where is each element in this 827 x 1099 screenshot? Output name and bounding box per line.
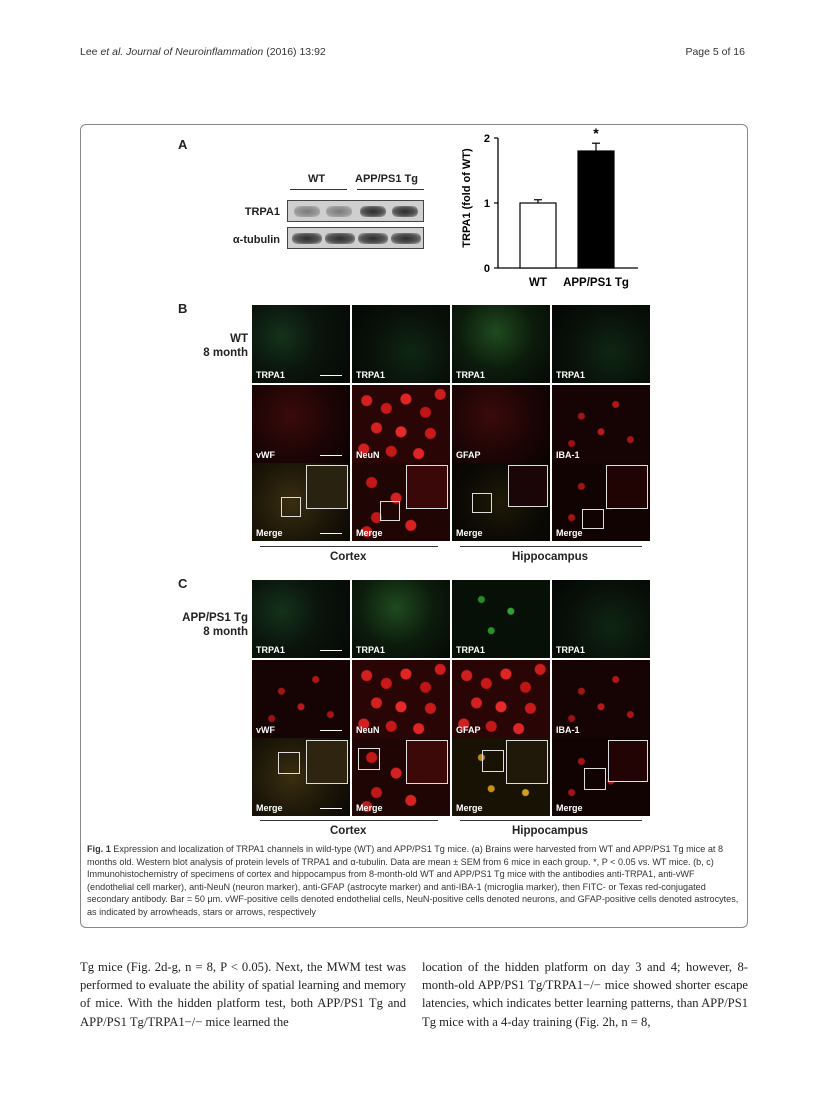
micrograph-c-neun	[352, 660, 450, 738]
panel-b-label: B	[178, 301, 188, 316]
micrograph-label: TRPA1	[356, 370, 385, 380]
micrograph-c-merge-vwf	[252, 738, 350, 816]
condition-genotype: APP/PS1 Tg	[182, 612, 248, 624]
zoom-box	[380, 501, 400, 521]
micrograph-c-gfap	[452, 660, 550, 738]
y-tick-label: 1	[483, 198, 490, 210]
blot-group-wt-line	[290, 189, 347, 190]
scale-bar	[320, 455, 342, 456]
micrograph-c-merge-neun	[352, 738, 450, 816]
micrograph-label: TRPA1	[556, 370, 585, 380]
blot-row-label-tubulin: α-tubulin	[232, 234, 280, 246]
scale-bar	[320, 808, 342, 809]
micrograph-c-trpa1-vwf	[252, 580, 350, 658]
region-line-hippocampus	[460, 820, 642, 821]
scale-bar	[320, 375, 342, 376]
region-label-hippocampus: Hippocampus	[512, 551, 589, 563]
blot-group-tg-line	[357, 189, 424, 190]
zoom-box	[281, 497, 301, 517]
micrograph-c-trpa1-gfap	[452, 580, 550, 658]
significance-marker: *	[593, 128, 599, 142]
micrograph-label: Merge	[256, 528, 283, 538]
running-header-citation: Lee et al. Journal of Neuroinflammation (2016) 13:92	[80, 46, 326, 58]
region-label-cortex: Cortex	[330, 551, 367, 563]
blot-row-label-trpa1: TRPA1	[244, 206, 280, 218]
region-label-cortex: Cortex	[330, 825, 367, 837]
micrograph-b-merge-gfap	[452, 463, 550, 541]
region-line-hippocampus	[460, 546, 642, 547]
micrograph-label: TRPA1	[556, 645, 585, 655]
zoom-inset	[508, 465, 548, 507]
blot-band	[325, 233, 355, 244]
bar	[578, 151, 614, 268]
scale-bar	[320, 730, 342, 731]
micrograph-b-trpa1-iba1	[552, 305, 650, 383]
caption-text: Expression and localization of TRPA1 channels in wild-type (WT) and APP/PS1 Tg mice. (a) Brains were harvested from WT and APP/PS1 Tg mice at 8 months old. Western blot analysis of protein levels of TRPA1 and α-tubulin. Data are mean ± SEM from 6 mice in each group. *, P < 0.05 vs. WT mice. (b, c) Immunohistochemistry of specimens of cortex and hippocampus from 8-month-old WT and APP/PS1 Tg mice with the antibodies anti-TRPA1, anti-vWF (endothelial cell marker), anti-NeuN (neuron marker), anti-GFAP (astrocyte marker) and anti-IBA-1 (microglia marker), then FITC- or Texas red-conjugated secondary antibody. Bar = 50 μm. vWF-positive cells denoted endothelial cells, NeuN-positive cells denoted neurons, and GFAP-positive cells denoted astrocytes, as indicated by arrowheads, stars or arrows, respectively	[87, 844, 739, 917]
micrograph-c-vwf	[252, 660, 350, 738]
blot-band	[358, 233, 388, 244]
x-tick-label: WT	[529, 277, 547, 289]
micrograph-label: IBA-1	[556, 725, 580, 735]
zoom-inset	[608, 740, 648, 782]
zoom-inset	[306, 465, 348, 509]
micrograph-c-merge-gfap	[452, 738, 550, 816]
region-label-hippocampus: Hippocampus	[512, 825, 589, 837]
zoom-box	[472, 493, 492, 513]
zoom-box	[358, 748, 380, 770]
zoom-inset	[406, 465, 448, 509]
panel-b-condition	[196, 332, 248, 360]
micrograph-b-iba1	[552, 385, 650, 463]
micrograph-label: Merge	[356, 528, 383, 538]
micrograph-c-iba1	[552, 660, 650, 738]
scale-bar	[320, 650, 342, 651]
body-text-right-column: location of the hidden platform on day 3 and 4; however, 8-month-old APP/PS1 Tg/TRPA1−/− mice showed shorter escape latencies, which indicates better learning patterns, than APP/PS1 Tg mice with a 4-day training (Fig. 2h, n = 8,	[422, 960, 748, 1029]
micrograph-label: TRPA1	[456, 370, 485, 380]
micrograph-label: vWF	[256, 450, 275, 460]
micrograph-c-trpa1-iba1	[552, 580, 650, 658]
micrograph-label: TRPA1	[456, 645, 485, 655]
zoom-inset	[606, 465, 648, 509]
micrograph-c-trpa1-neun	[352, 580, 450, 658]
micrograph-label: NeuN	[356, 450, 380, 460]
micrograph-label: Merge	[556, 528, 583, 538]
micrograph-label: TRPA1	[356, 645, 385, 655]
micrograph-label: GFAP	[456, 450, 481, 460]
region-line-cortex	[260, 820, 438, 821]
panel-c-condition	[160, 611, 248, 639]
blot-strip-trpa1	[287, 200, 424, 222]
micrograph-label: Merge	[256, 803, 283, 813]
micrograph-label: Merge	[556, 803, 583, 813]
body-text-left-column: Tg mice (Fig. 2d-g, n = 8, P < 0.05). Next, the MWM test was performed to evaluate the ability of spatial learning and memory of mice. With the hidden platform test, both APP/PS1 Tg and APP/PS1 Tg/TRPA1−/− mice learned the	[80, 960, 406, 1029]
bar	[520, 203, 556, 268]
panel-a-label: A	[178, 137, 188, 152]
blot-band	[360, 206, 386, 217]
micrograph-label: Merge	[456, 803, 483, 813]
micrograph-b-gfap	[452, 385, 550, 463]
micrograph-b-vwf	[252, 385, 350, 463]
y-tick-label: 2	[483, 133, 490, 145]
micrograph-label: NeuN	[356, 725, 380, 735]
micrograph-label: TRPA1	[256, 645, 285, 655]
zoom-box	[482, 750, 504, 772]
micrograph-label: IBA-1	[556, 450, 580, 460]
blot-band	[294, 206, 320, 217]
micrograph-b-neun	[352, 385, 450, 463]
zoom-inset	[406, 740, 448, 784]
micrograph-b-trpa1-gfap	[452, 305, 550, 383]
zoom-box	[582, 509, 604, 529]
blot-band	[326, 206, 352, 217]
blot-band	[292, 233, 322, 244]
blot-group-wt: WT	[308, 173, 326, 185]
micrograph-label: Merge	[356, 803, 383, 813]
trpa1-bar-chart	[450, 128, 650, 293]
caption-title: Fig. 1	[87, 844, 111, 854]
condition-age: 8 month	[203, 347, 248, 359]
micrograph-b-merge-iba1	[552, 463, 650, 541]
micrograph-label: TRPA1	[256, 370, 285, 380]
micrograph-b-trpa1-neun	[352, 305, 450, 383]
scale-bar	[320, 533, 342, 534]
blot-band	[391, 233, 421, 244]
micrograph-c-merge-iba1	[552, 738, 650, 816]
blot-group-tg: APP/PS1 Tg	[355, 173, 418, 185]
micrograph-label: Merge	[456, 528, 483, 538]
micrograph-b-trpa1-vwf	[252, 305, 350, 383]
micrograph-label: vWF	[256, 725, 275, 735]
figure-caption	[87, 843, 741, 919]
x-tick-label: APP/PS1 Tg	[563, 277, 629, 289]
condition-age: 8 month	[203, 626, 248, 638]
region-line-cortex	[260, 546, 438, 547]
panel-c-label: C	[178, 576, 188, 591]
page-number: Page 5 of 16	[685, 46, 745, 58]
micrograph-b-merge-neun	[352, 463, 450, 541]
condition-genotype: WT	[230, 333, 248, 345]
y-axis-label: TRPA1 (fold of WT)	[461, 148, 473, 248]
micrograph-b-merge-vwf	[252, 463, 350, 541]
y-tick-label: 0	[483, 263, 490, 275]
zoom-inset	[506, 740, 548, 784]
zoom-box	[278, 752, 300, 774]
micrograph-label: GFAP	[456, 725, 481, 735]
blot-strip-tubulin	[287, 227, 424, 249]
zoom-box	[584, 768, 606, 790]
blot-band	[392, 206, 418, 217]
zoom-inset	[306, 740, 348, 784]
